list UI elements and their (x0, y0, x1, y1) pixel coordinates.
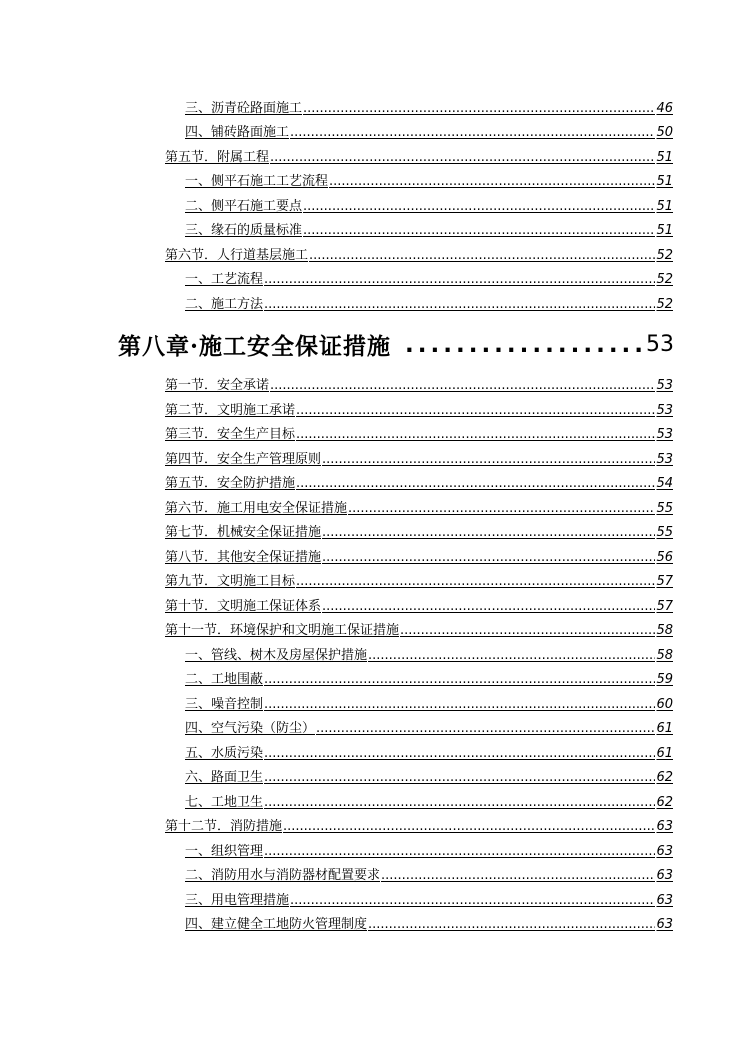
toc-entry-page-number: 50 (656, 125, 673, 140)
toc-entry-page-number: 57 (656, 598, 673, 614)
toc-section-entry[interactable] (165, 370, 673, 395)
toc-entry-title: 二、工地围蔽 (185, 672, 264, 687)
toc-entry-page-number: 54 (656, 476, 673, 491)
dot-leader (400, 623, 655, 639)
dot-leader (322, 550, 655, 566)
toc-subsection-entry[interactable] (185, 190, 673, 215)
dot-leader (303, 223, 655, 239)
dot-leader (283, 819, 655, 835)
dot-leader (270, 150, 655, 166)
toc-section-entry[interactable] (165, 492, 673, 517)
toc-entry-page-number: 57 (656, 574, 673, 589)
toc-entry-page-number: 51 (656, 149, 673, 165)
toc-section-entry[interactable] (165, 566, 673, 591)
toc-section-entry[interactable] (165, 541, 673, 566)
dot-leader (329, 174, 655, 190)
toc-subsection-entry[interactable] (185, 639, 673, 664)
toc-entry-title: 七、工地卫生 (185, 794, 264, 810)
dot-leader (264, 697, 655, 713)
dot-leader (348, 501, 655, 517)
toc-section-entry[interactable] (165, 517, 673, 542)
toc-subsection-entry[interactable] (185, 215, 673, 240)
toc-section-after (0, 370, 744, 934)
toc-entry-title: 第四节．安全生产管理原则 (165, 451, 322, 467)
toc-entry-page-number: 61 (656, 721, 673, 736)
toc-entry-title: 第十二节．消防措施 (165, 819, 283, 834)
toc-entry-page-number: 46 (656, 100, 673, 116)
toc-entry-page-number: 51 (656, 174, 673, 189)
toc-entry-title: 三、用电管理措施 (185, 892, 290, 908)
toc-entry-title: 三、沥青砼路面施工 (185, 100, 303, 116)
toc-entry-title: 第一节．安全承诺 (165, 378, 270, 393)
dot-leader (264, 844, 655, 860)
dot-leader (264, 746, 655, 762)
dot-leader (368, 917, 655, 933)
toc-entry-title: 第九节．文明施工目标 (165, 574, 296, 589)
toc-section-entry[interactable] (165, 590, 673, 615)
toc-subsection-entry[interactable] (185, 762, 673, 787)
toc-section-entry[interactable] (165, 239, 673, 264)
toc-entry-title: 第七节．机械安全保证措施 (165, 525, 322, 540)
toc-entry-page-number: 52 (656, 296, 673, 312)
toc-entry-title: 六、路面卫生 (185, 770, 264, 785)
dot-leader (303, 101, 655, 117)
toc-entry-page-number: 62 (656, 770, 673, 785)
toc-subsection-entry[interactable] (185, 166, 673, 191)
toc-entry-page-number: 53 (656, 451, 673, 467)
toc-entry-page-number: 55 (656, 500, 673, 516)
table-of-contents (0, 92, 744, 933)
toc-entry-title: 二、消防用水与消防器材配置要求 (185, 868, 381, 883)
toc-entry-title: 第十节．文明施工保证体系 (165, 598, 322, 614)
toc-entry-page-number: 52 (656, 272, 673, 287)
dot-leader (264, 272, 655, 288)
dot-leader (290, 125, 655, 141)
toc-subsection-entry[interactable] (185, 92, 673, 117)
toc-entry-title: 二、侧平石施工要点 (185, 198, 303, 214)
toc-entry-title: 二、施工方法 (185, 296, 264, 312)
dot-leader (322, 452, 655, 468)
toc-section-entry[interactable] (165, 141, 673, 166)
toc-entry-page-number: 59 (656, 672, 673, 687)
toc-entry-title: 五、水质污染 (185, 745, 264, 761)
dot-leader (270, 378, 655, 394)
toc-entry-page-number: 51 (656, 198, 673, 214)
toc-entry-page-number: 58 (656, 623, 673, 638)
toc-entry-title: 第三节．安全生产目标 (165, 427, 296, 442)
toc-subsection-entry[interactable] (185, 713, 673, 738)
toc-subsection-entry[interactable] (185, 664, 673, 689)
chapter-page-number: 53 (646, 332, 674, 357)
dot-leader (264, 795, 655, 811)
toc-entry-title: 一、工艺流程 (185, 272, 264, 287)
dot-leader (296, 574, 655, 590)
dot-leader (309, 248, 655, 264)
dot-leader (296, 476, 655, 492)
toc-entry-title: 一、管线、树木及房屋保护措施 (185, 647, 368, 663)
toc-entry-page-number: 53 (656, 378, 673, 393)
dot-leader (322, 525, 655, 541)
toc-section-entry[interactable] (165, 419, 673, 444)
dot-leader (264, 770, 655, 786)
toc-entry-page-number: 60 (656, 696, 673, 712)
toc-subsection-entry[interactable] (185, 909, 673, 934)
dot-leader (381, 868, 655, 884)
toc-entry-title: 四、铺砖路面施工 (185, 125, 290, 140)
toc-subsection-entry[interactable] (185, 786, 673, 811)
toc-subsection-entry[interactable] (185, 737, 673, 762)
toc-section-entry[interactable] (165, 811, 673, 836)
toc-entry-title: 第六节．人行道基层施工 (165, 247, 309, 263)
toc-subsection-entry[interactable] (185, 884, 673, 909)
toc-chapter-entry[interactable] (118, 321, 674, 369)
toc-entry-page-number: 53 (656, 402, 673, 418)
toc-entry-page-number: 63 (656, 868, 673, 883)
toc-subsection-entry[interactable] (185, 688, 673, 713)
toc-entry-title: 四、建立健全工地防火管理制度 (185, 917, 368, 932)
toc-entry-title: 第六节．施工用电安全保证措施 (165, 500, 348, 516)
toc-subsection-entry[interactable] (185, 264, 673, 289)
toc-entry-title: 第二节．文明施工承诺 (165, 402, 296, 418)
dot-leader (264, 672, 655, 688)
toc-subsection-entry[interactable] (185, 117, 673, 142)
toc-entry-page-number: 52 (656, 247, 673, 263)
toc-entry-title: 四、空气污染（防尘） (185, 721, 316, 736)
toc-section-entry[interactable] (165, 615, 673, 640)
toc-subsection-entry[interactable] (185, 288, 673, 313)
toc-entry-page-number: 63 (656, 843, 673, 859)
toc-section-entry[interactable] (165, 394, 673, 419)
dot-leader (316, 721, 655, 737)
dot-leader (303, 199, 655, 215)
toc-entry-page-number: 63 (656, 892, 673, 908)
chapter-title: 第八章·施工安全保证措施 (118, 333, 392, 360)
toc-subsection-entry[interactable] (185, 860, 673, 885)
toc-entry-page-number: 63 (656, 917, 673, 932)
toc-section-entry[interactable] (165, 443, 673, 468)
toc-entry-page-number: 55 (656, 525, 673, 540)
dot-leader (368, 648, 655, 664)
dot-leader (296, 427, 655, 443)
toc-entry-title: 一、侧平石施工工艺流程 (185, 174, 329, 189)
toc-entry-title: 三、噪音控制 (185, 696, 264, 712)
toc-subsection-entry[interactable] (185, 835, 673, 860)
toc-entry-page-number: 51 (656, 223, 673, 238)
dot-leader (405, 332, 646, 358)
dot-leader (322, 599, 655, 615)
toc-section-entry[interactable] (165, 468, 673, 493)
toc-entry-title: 第五节．附属工程 (165, 149, 270, 165)
toc-entry-title: 第十一节．环境保护和文明施工保证措施 (165, 623, 400, 638)
toc-entry-page-number: 61 (656, 745, 673, 761)
dot-leader (296, 403, 655, 419)
toc-section-before (0, 92, 744, 313)
toc-entry-page-number: 56 (656, 549, 673, 565)
toc-entry-page-number: 53 (656, 427, 673, 442)
dot-leader (290, 893, 655, 909)
toc-entry-title: 三、缘石的质量标准 (185, 223, 303, 238)
toc-entry-page-number: 62 (656, 794, 673, 810)
toc-entry-page-number: 63 (656, 819, 673, 834)
toc-entry-title: 第五节．安全防护措施 (165, 476, 296, 491)
toc-entry-page-number: 58 (656, 647, 673, 663)
toc-entry-title: 第八节．其他安全保证措施 (165, 549, 322, 565)
dot-leader (264, 297, 655, 313)
toc-entry-title: 一、组织管理 (185, 843, 264, 859)
